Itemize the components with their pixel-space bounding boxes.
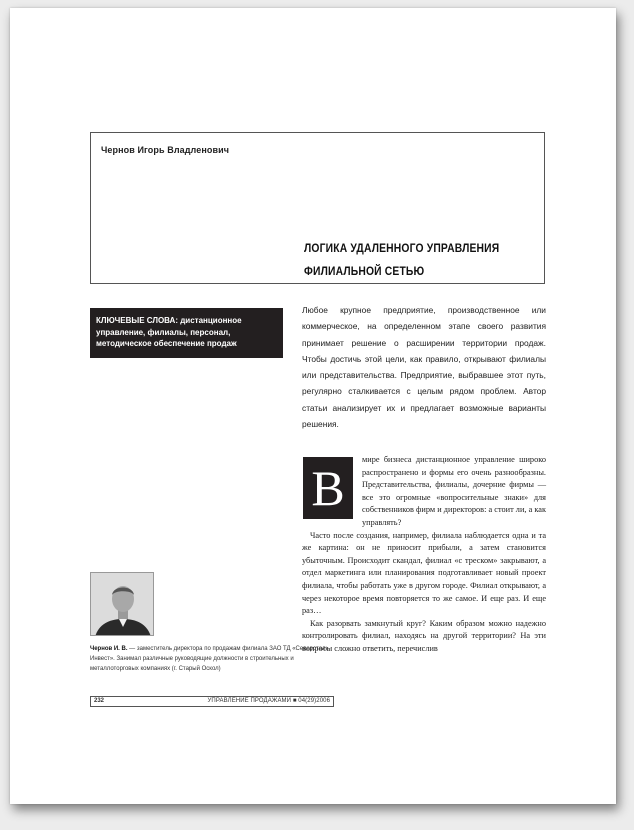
title-line-1: ЛОГИКА УДАЛЕННОГО УПРАВЛЕНИЯ bbox=[304, 241, 500, 255]
person-portrait-icon bbox=[91, 573, 154, 636]
journal-page bbox=[10, 8, 616, 804]
caption-text: — заместитель директора по продажам филиала ЗАО ТД «Северсталь-Инвест». Занимал различные руководящие должности в строительных и металлоторговых компаниях (г. Старый Оскол) bbox=[90, 646, 331, 672]
article-body bbox=[302, 454, 546, 656]
keywords-text: дистанционное управление, филиалы, персонал, методическое обеспечение продаж bbox=[96, 316, 242, 348]
lead-paragraph: Любое крупное предприятие, производственное или коммерческое, на определенном этапе своего развития принимает решение о расширении территории продаж. Чтобы достичь этой цели, как правило, открывают филиалы или представительства. Предприятие, выбравшее этот путь, регулярно сталкивается с целым рядом проблем. Автор статьи анализирует их и предлагает возможные варианты решения. bbox=[302, 305, 546, 430]
author-caption bbox=[90, 644, 340, 674]
drop-cap: В bbox=[303, 457, 353, 519]
keywords-label: КЛЮЧЕВЫЕ СЛОВА: bbox=[96, 316, 178, 325]
body-paragraph-1: мире бизнеса дистанционное управление широко распространено и формы его очень разнообразны. Представительства, филиалы, дочерние фирмы — все это огромные «вопросительные знаки» для собственников фирм и директоров: а стоит ли, а как управлять? bbox=[362, 455, 546, 527]
body-paragraph-2: Часто после создания, например, филиала наблюдается одна и та же картина: он не приносит прибыли, а затем становится убыточным. Происходит скандал, филиал «с треском» закрывают, а отдел маркетинга или планирования подготавливает новый проект филиала, чтобы работать уже в другом городе. Филиал открывают, а через некоторое время повторяется то же самое. И еще раз. И еще раз… bbox=[302, 530, 546, 616]
author-name: Чернов Игорь Владленович bbox=[101, 145, 230, 155]
title-line-2: ФИЛИАЛЬНОЙ СЕТЬЮ bbox=[304, 264, 425, 278]
keywords-box bbox=[90, 308, 283, 358]
page-footer bbox=[90, 696, 334, 707]
article-title bbox=[304, 237, 536, 283]
author-photo bbox=[90, 572, 154, 636]
body-paragraph-3: Как разорвать замкнутый круг? Каким образом можно надежно контролировать филиал, находясь на другой территории? На эти вопросы сложно ответить, перечислив bbox=[302, 618, 546, 653]
article-header-box bbox=[90, 132, 545, 284]
drop-cap-spacer bbox=[302, 454, 362, 520]
caption-name: Чернов И. В. bbox=[90, 646, 128, 652]
magazine-issue: УПРАВЛЕНИЕ ПРОДАЖАМИ ■ 04(29)2006 bbox=[207, 698, 330, 704]
page-number: 232 bbox=[94, 698, 105, 704]
